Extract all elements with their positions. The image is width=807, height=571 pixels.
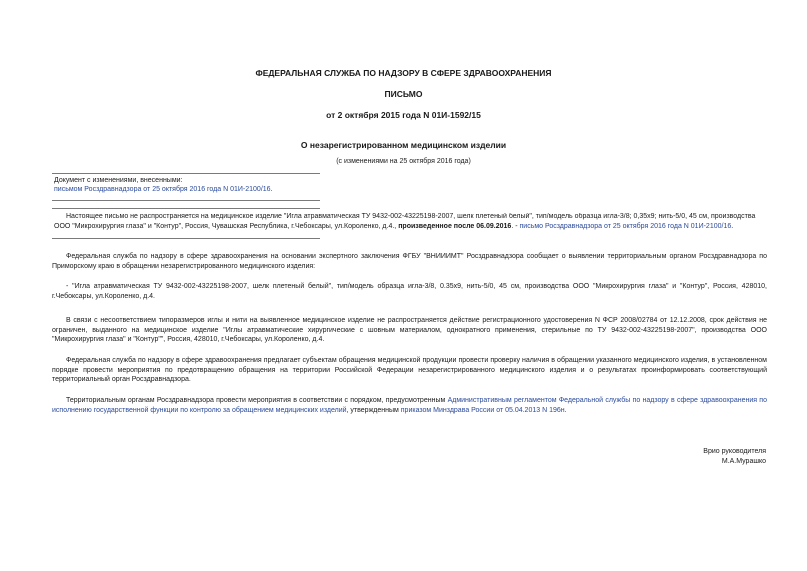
signature-name: М.А.Мурашко — [721, 458, 766, 465]
note-amendment-link[interactable]: письмо Росздравнадзора от 25 октября 2016 года N 01И-2100/16 — [519, 223, 732, 230]
note-line-1: Настоящее письмо не распространяется на медицинское изделие "Игла атравматическая ТУ 9432-002-43225198-2007, шелк плетеный белый", тип/модель образца игла-3/8; 0,35x9; нить-5/0, 45 см, производства — [66, 213, 756, 220]
changes-label: Документ с изменениями, внесенными: — [54, 177, 183, 184]
paragraph-3: В связи с несоответствием типоразмеров иглы и нити на выявленное медицинское изделие не распространяется действие регистрационного удостоверения N ФСР 2008/02784 от 12.12.2008, срок действия не ограничен, выданного на медицинское изделие "Иглы атравматические хирургические с шовным материалом, однократного применения, стерильные по ТУ 9432-002-43225198-2007", производства ООО "Микрохирургия глаза" и "Контур"", Россия, 428010, г.Чебоксары, ул.Короленко, д.4. — [52, 317, 767, 343]
paragraph-4: Федеральная служба по надзору в сфере здравоохранения предлагает субъектам обращения медицинской продукции провести проверку наличия в обращении указанного медицинского изделия, в установленном порядке провести мероприятия по предотвращению обращения на территории Российской Федерации незарегистрированного медицинского изделия и о результатах проинформировать соответствующий территориальный орган Росздравнадзора. — [52, 357, 767, 383]
order-link[interactable]: приказом Минздрава России от 05.04.2013 N 196н — [400, 406, 565, 414]
paragraph-1: Федеральная служба по надзору в сфере здравоохранения на основании экспертного заключения ФГБУ "ВНИИИМТ" Росздравнадзора сообщает о выявлении территориальным органом Росздравнадзора по Приморскому краю в обращении незарегистрированного медицинского изделия: — [52, 253, 767, 270]
changes-link-line: письмом Росздравнадзора от 25 октября 2016 года N 01И-2100/16. — [54, 186, 273, 193]
agency-title: ФЕДЕРАЛЬНАЯ СЛУЖБА ПО НАДЗОРУ В СФЕРЕ ЗДРАВООХРАНЕНИЯ — [255, 68, 552, 78]
signature-title: Врио руководителя — [703, 448, 766, 455]
document-type: ПИСЬМО — [384, 89, 423, 99]
paragraph-5: Территориальным органам Росздравнадзора провести мероприятия в соответствии с порядком, предусмотренным Административным регламентом Федеральной службы по надзору в сфере здравоохранения по исполнению государственной функции по контролю за обращением медицинских изделий, утвержденным приказом Минздрава России от 05.04.2013 N 196н. — [52, 397, 767, 414]
divider — [52, 208, 320, 209]
divider — [52, 173, 320, 174]
divider — [52, 200, 320, 201]
amendment-letter-link[interactable]: письмом Росздравнадзора от 25 октября 2016 года N 01И-2100/16 — [54, 186, 271, 193]
document-date-number: от 2 октября 2015 года N 01И-1592/15 — [326, 110, 481, 120]
note-bold-date: произведенное после 06.09.2016 — [398, 223, 512, 230]
document-subject: О незарегистрированном медицинском изделии — [300, 140, 507, 150]
paragraph-2: - "Игла атравматическая ТУ 9432-002-43225198-2007, шелк плетеный белый", тип/модель образца игла-3/8, 0.35x9, нить-5/0, 45 см, производства ООО "Микрохирургия глаза" и "Контур", Россия, 428010, г.Чебоксары, ул.Короленко, д.4. — [52, 283, 767, 300]
amendment-note: (с изменениями на 25 октября 2016 года) — [336, 158, 471, 165]
divider — [52, 238, 320, 239]
note-line-2: ООО "Микрохирургия глаза" и "Контур", Россия, Чувашская Республика, г.Чебоксары, ул.Короленко, д.4., произведенное после 06.09.2016. - письмо Росздравнадзора от 25 октября 2016 года N 01И-2100/16. — [54, 223, 734, 230]
regulation-link[interactable]: Административным регламентом Федеральной службы по надзору в сфере здравоохранения по исполнению государственной функции по контролю за обращением медицинских изделий — [52, 397, 767, 414]
